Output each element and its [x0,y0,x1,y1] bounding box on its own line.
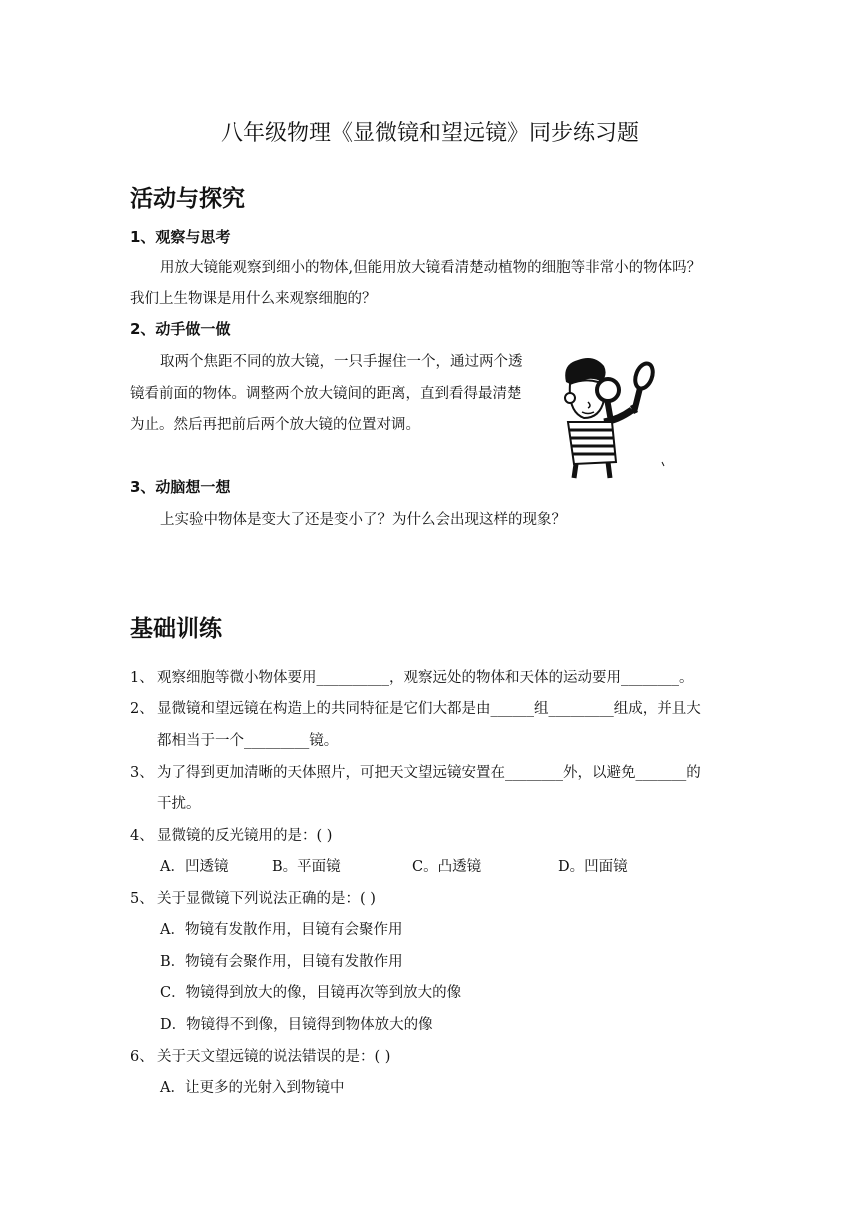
subheading-think: 3、动脑想一想 [130,478,231,496]
question-text: 关于天文望远镜的说法错误的是：( ) [157,1049,391,1065]
question-number: 1、 [130,670,154,686]
option-a: A．凹透镜 [160,859,229,875]
question-number: 4、 [130,828,154,844]
paragraph-line: 为止。然后再把前后两个放大镜的位置对调。 [130,417,420,433]
section-heading-activity: 活动与探究 [130,186,245,212]
paragraph-line: 镜看前面的物体。调整两个放大镜间的距离，直到看得最清楚 [130,386,522,402]
option-c: C。凸透镜 [412,859,482,875]
option-b: B．物镜有会聚作用，目镜有发散作用 [160,954,403,970]
option-a: A．让更多的光射入到物镜中 [160,1080,345,1096]
question-text: 关于显微镜下列说法正确的是：( ) [157,891,376,907]
subheading-do: 2、动手做一做 [130,320,231,338]
subheading-observe: 1、观察与思考 [130,228,231,246]
illustration-svg [548,352,668,480]
question-number: 2、 [130,701,154,717]
paragraph-line: 我们上生物课是用什么来观察细胞的？ [130,291,377,307]
section-heading-basic-training: 基础训练 [130,616,222,642]
question-number: 5、 [130,891,154,907]
option-b: B。平面镜 [272,859,341,875]
question-text: 为了得到更加清晰的天体照片，可把天文望远镜安置在________外，以避免_______的 [157,765,701,781]
question-text: 观察细胞等微小物体要用__________，观察远处的物体和天体的运动要用________。 [157,670,694,686]
question-text: 显微镜和望远镜在构造上的共同特征是它们大都是由______组_________组成，并且大 [157,701,701,717]
paragraph-line: 上实验中物体是变大了还是变小了？为什么会出现这样的现象？ [160,512,566,528]
question-number: 6、 [130,1049,154,1065]
page-title: 八年级物理《显微镜和望远镜》同步练习题 [220,121,639,146]
question-text: 都相当于一个_________镜。 [157,733,339,749]
question-number: 3、 [130,765,154,781]
option-d: D。凹面镜 [558,859,628,875]
question-text: 干扰。 [157,796,201,812]
boy-with-magnifiers-illustration [548,352,668,480]
option-a: A．物镜有发散作用，目镜有会聚作用 [160,922,403,938]
option-d: D．物镜得不到像，目镜得到物体放大的像 [160,1017,433,1033]
paragraph-line: 用放大镜能观察到细小的物体,但能用放大镜看清楚动植物的细胞等非常小的物体吗？ [160,260,702,276]
paragraph-line: 取两个焦距不同的放大镜，一只手握住一个，通过两个透 [160,354,523,370]
option-c: C．物镜得到放大的像，目镜再次等到放大的像 [160,985,462,1001]
question-text: 显微镜的反光镜用的是：( ) [157,828,333,844]
